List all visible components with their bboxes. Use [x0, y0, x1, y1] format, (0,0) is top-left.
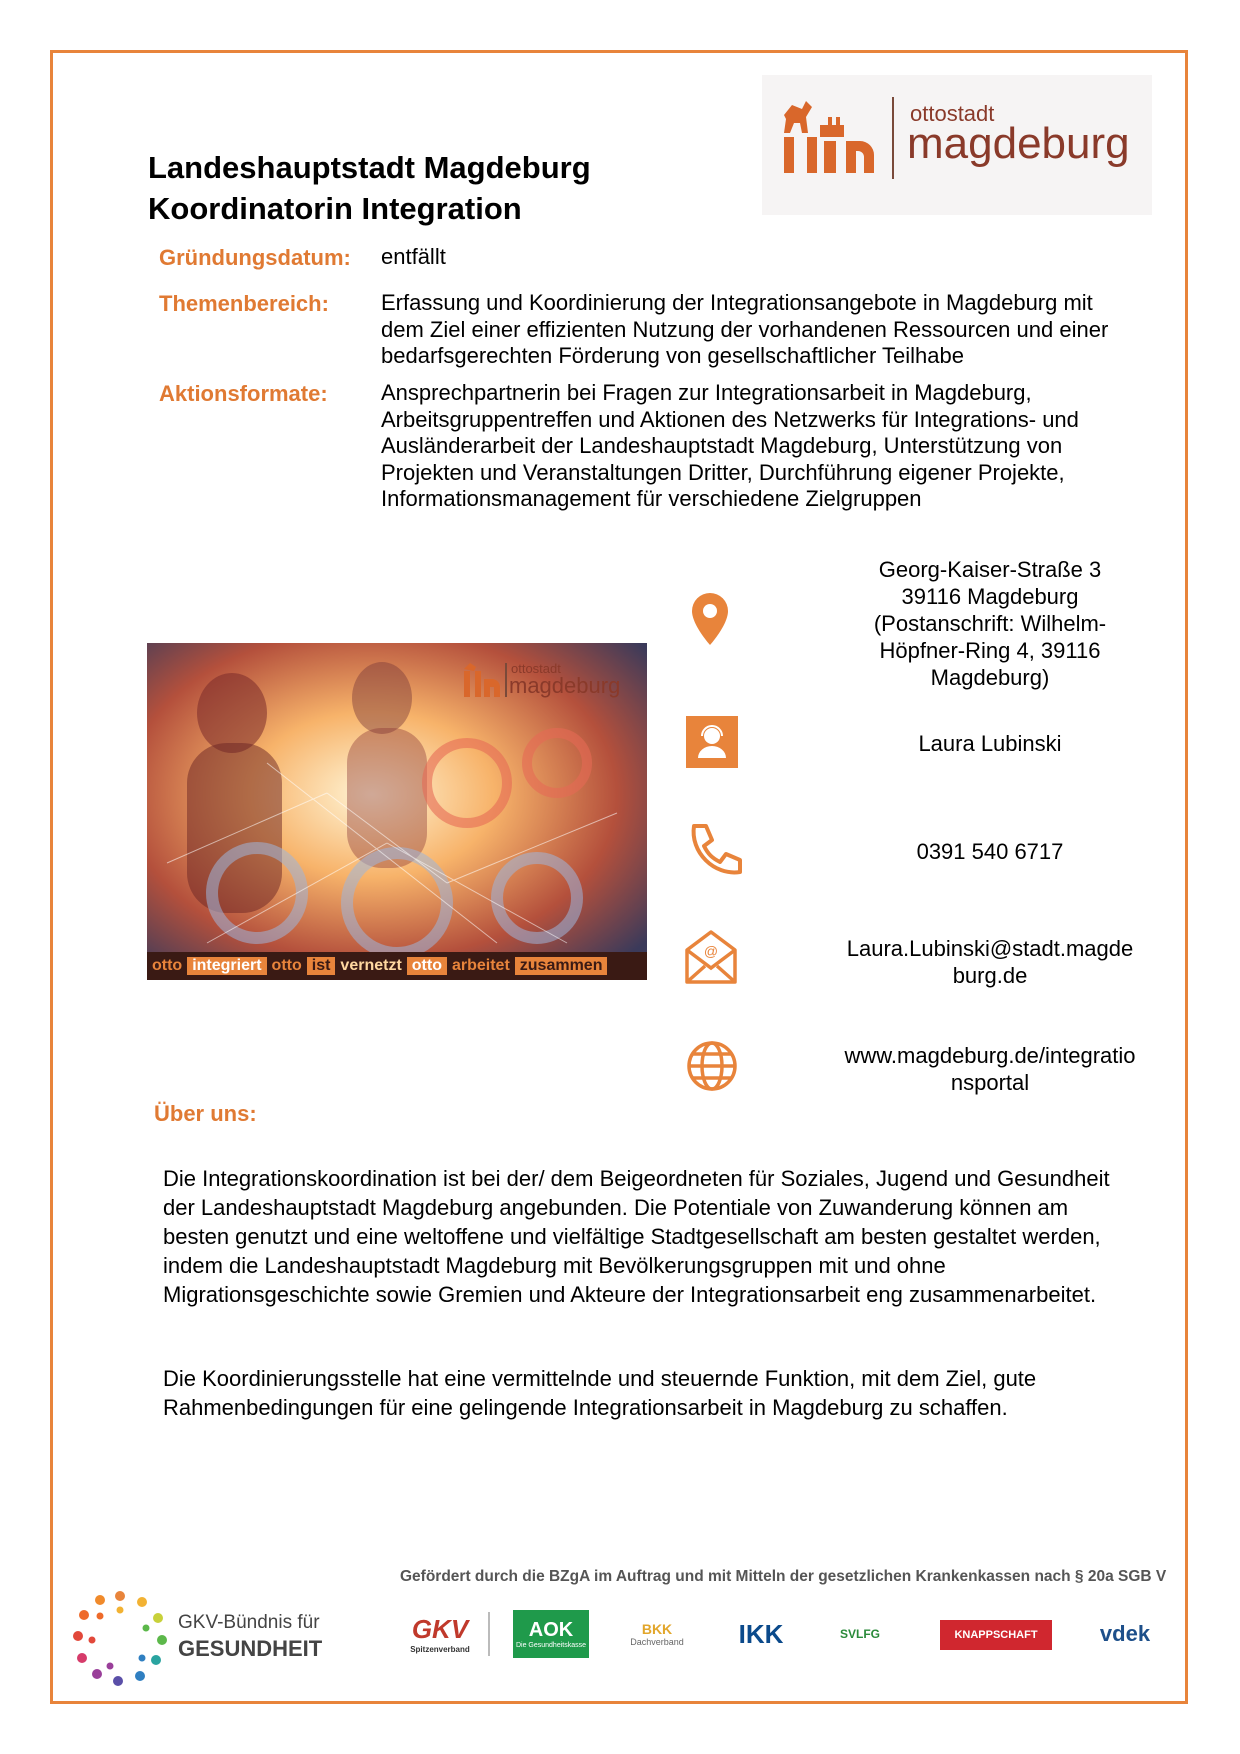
location-pin-icon [690, 591, 730, 647]
logo-small-text: ottostadt [910, 101, 995, 126]
strip-word: zusammen [515, 957, 608, 975]
partner-bkk-sub: Dachverband [630, 1637, 684, 1647]
address-line: Magdeburg) [930, 665, 1050, 690]
page-title-line1: Landeshauptstadt Magdeburg [148, 150, 591, 185]
about-paragraph-1: Die Integrationskoordination ist bei der/ dem Beigeordneten für Soziales, Jugend und Gesundheit der Landeshauptstadt Magdeburg angebunden. Die Potentiale von Zuwanderung können am besten genutzt und eine weltoffene und vielfältige Stadtgesellschaft am besten gestaltet werden, indem die Landeshauptstadt Magdeburg mit Bevölkerungsgruppen mit und ohne Migrationsgeschichte sowie Gremien und Akteure der Integrationsarbeit eng zusammenarbeitet. [163, 1166, 1110, 1307]
email-line: Laura.Lubinski@stadt.magde [846, 936, 1134, 961]
partner-bkk-text: BKK [641, 1621, 673, 1637]
aktion-label: Aktionsformate: [159, 381, 328, 406]
gkv-buendnis-logo [70, 1588, 170, 1693]
globe-icon [686, 1040, 738, 1092]
hero-logo-mark-icon [462, 661, 502, 699]
address-line: (Postanschrift: Wilhelm- [873, 611, 1107, 636]
address-line: Georg-Kaiser-Straße 3 [878, 557, 1102, 582]
email-line: burg.de [952, 963, 1028, 988]
hero-logo-small: ottostadt [511, 661, 561, 676]
contact-website[interactable] [810, 1042, 1170, 1096]
partner-aok [513, 1610, 589, 1658]
partner-aok-text: AOK [528, 1619, 574, 1641]
strip-word: otto [152, 957, 183, 974]
partner-knappschaft: KNAPPSCHAFT [940, 1620, 1052, 1650]
hero-logo-large: magdeburg [509, 673, 621, 698]
hero-slogan-strip [147, 952, 647, 980]
partner-aok-sub: Die Gesundheitskasse [515, 1642, 587, 1649]
svg-text:@: @ [703, 943, 719, 959]
partner-vdek: vdek [1099, 1621, 1151, 1646]
gkv-line1: GKV-Bündnis für [178, 1612, 320, 1633]
strip-word: arbeitet [451, 957, 510, 974]
about-heading: Über uns: [154, 1101, 257, 1126]
themen-label: Themenbereich: [159, 291, 329, 316]
web-line: www.magdeburg.de/integratio [844, 1043, 1136, 1068]
magdeburg-logo [762, 75, 1152, 215]
strip-word: ist [307, 957, 336, 975]
partner-gkv-sub: Spitzenverband [410, 1645, 470, 1654]
gkv-dot-ring-icon [70, 1588, 170, 1688]
gkv-line2: GESUNDHEIT [178, 1636, 323, 1661]
gruendung-label: Gründungsdatum: [159, 245, 351, 270]
contact-person: Laura Lubinski [918, 731, 1062, 756]
web-line: nsportal [950, 1070, 1030, 1095]
partner-ikk: IKK [738, 1618, 784, 1649]
funding-note: Gefördert durch die BZgA im Auftrag und mit Mitteln der gesetzlichen Krankenkassen nach § 20a SGB V [400, 1568, 1167, 1585]
address-line: 39116 Magdeburg [901, 584, 1079, 609]
strip-word: integriert [187, 957, 266, 975]
mail-icon [683, 928, 739, 986]
partner-svlfg: SVLFG [839, 1627, 880, 1641]
phone-icon [686, 822, 742, 878]
contact-phone[interactable]: 0391 540 6717 [916, 839, 1064, 864]
themen-value: Erfassung und Koordinierung der Integrationsangebote in Magdeburg mit dem Ziel einer effizienten Nutzung der vorhandenen Ressourcen und einer bedarfsgerechten Förderung von gesellschaftlicher Teilhabe [381, 290, 1109, 368]
strip-word: otto [271, 957, 302, 974]
aktion-value: Ansprechpartnerin bei Fragen zur Integrationsarbeit in Magdeburg, Arbeitsgruppentreffen und Aktionen des Netzwerks für Integrations- und Ausländerarbeit der Landeshauptstadt Magdeburg, Unterstützung von Projekten und Veranstaltungen Dritter, Durchführung eigener Projekte, Informationsmanagement für verschiedene Zielgruppen [381, 380, 1079, 511]
person-headset-icon [686, 716, 738, 768]
strip-word: otto [407, 957, 447, 975]
partner-gkv-text: GKV [411, 1614, 469, 1644]
strip-word: vernetzt [340, 957, 402, 974]
partner-bkk [612, 1610, 702, 1658]
contact-email[interactable] [810, 935, 1170, 989]
about-paragraph-2: Die Koordinierungsstelle hat eine vermittelnde und steuernde Funktion, mit dem Ziel, gute Rahmenbedingungen für eine gelingende Integrationsarbeit in Magdeburg zu schaffen. [163, 1366, 1037, 1420]
gruendung-value: entfällt [381, 244, 446, 269]
address-block [810, 556, 1170, 691]
logo-large-text: magdeburg [907, 119, 1130, 168]
page-title-line2: Koordinatorin Integration [148, 191, 522, 226]
partner-gkv-spitzenverband [400, 1610, 480, 1658]
address-line: Höpfner-Ring 4, 39116 [879, 638, 1101, 663]
hero-image [147, 643, 647, 980]
